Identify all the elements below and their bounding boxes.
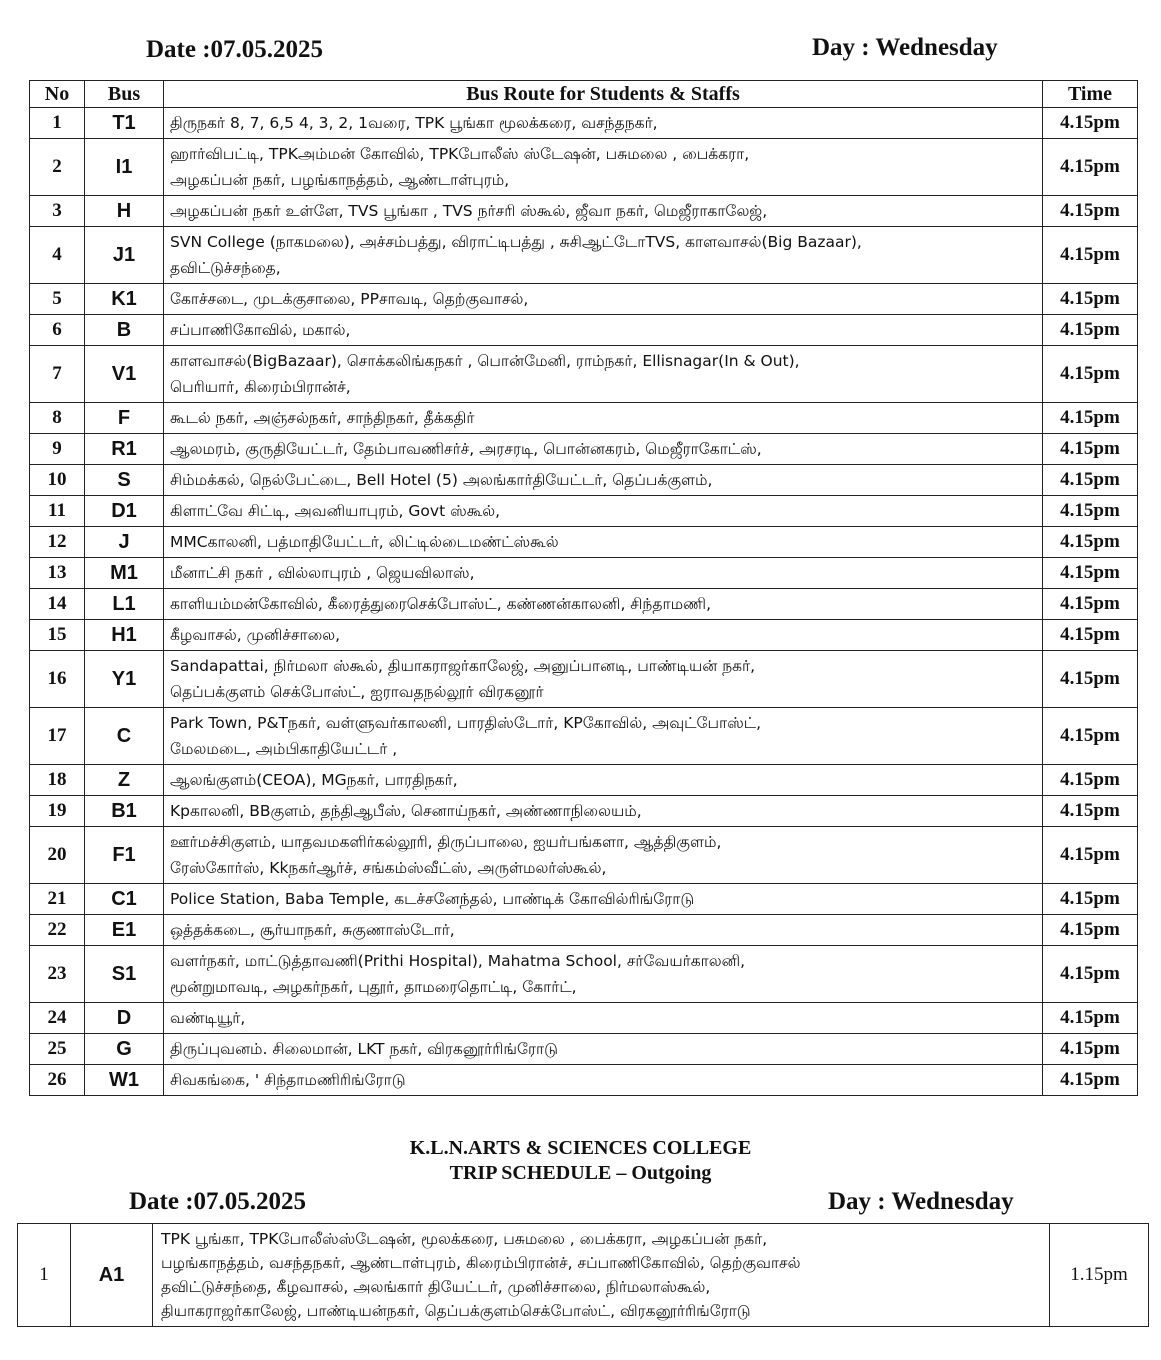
- row-no: 2: [30, 139, 85, 196]
- row-time: 4.15pm: [1043, 827, 1138, 884]
- row-no: 6: [30, 315, 85, 346]
- row-bus: I1: [85, 139, 164, 196]
- row-no: 11: [30, 496, 85, 527]
- row-route: TPK பூங்கா, TPKபோலீஸ்ஸ்டேஷன், மூலக்கரை, பசுமலை , பைக்கரா, அழகப்பன் நகர், பழங்காநத்தம், வசந்தநகர், ஆண்டாள்புரம், கிரைம்பிரான்ச், சப்பாணிகோவில், தெற்குவாசல் தவிட்டுச்சந்தை, கீழவாசல், அலங்கார் தியேட்டர், முனிச்சாலை, நிர்மலாஸ்கூல், தியாகராஜர்காலேஜ், பாண்டியன்நகர், தெப்பக்குளம்செக்போஸ்ட், விரகனூர்ரிங்ரோடு: [153, 1224, 1050, 1327]
- table-row: [30, 620, 1138, 651]
- row-bus: Z: [85, 765, 164, 796]
- date-label: Date :07.05.2025: [146, 36, 324, 63]
- row-no: 17: [30, 708, 85, 765]
- row-no: 8: [30, 403, 85, 434]
- row-time: 4.15pm: [1043, 1003, 1138, 1034]
- row-route: திருநகர் 8, 7, 6,5 4, 3, 2, 1வரை, TPK பூங்கா மூலக்கரை, வசந்தநகர்,: [164, 108, 1043, 139]
- row-time: 4.15pm: [1043, 651, 1138, 708]
- row-bus: F: [85, 403, 164, 434]
- row-route: திருப்புவனம். சிலைமான், LKT நகர், விரகனூர்ரிங்ரோடு: [164, 1034, 1043, 1065]
- row-bus: L1: [85, 589, 164, 620]
- row-route: ஒத்தக்கடை, சூர்யாநகர், சுகுணாஸ்டோர்,: [164, 915, 1043, 946]
- row-route: கோச்சடை, முடக்குசாலை, PPசாவடி, தெற்குவாசல்,: [164, 284, 1043, 315]
- row-time: 4.15pm: [1043, 1034, 1138, 1065]
- row-no: 7: [30, 346, 85, 403]
- bus-route-table: [29, 80, 1138, 1096]
- row-no: 26: [30, 1065, 85, 1096]
- row-route: Park Town, P&Tநகர், வள்ளுவர்காலனி, பாரதிஸ்டோர், KPகோவில், அவுட்போஸ்ட், மேலமடை, அம்பிகாதியேட்டர் ,: [164, 708, 1043, 765]
- table-row: [30, 558, 1138, 589]
- row-bus: B: [85, 315, 164, 346]
- header-route: Bus Route for Students & Staffs: [164, 81, 1043, 108]
- row-bus: J1: [85, 227, 164, 284]
- row-route: வளர்நகர், மாட்டுத்தாவணி(Prithi Hospital), Mahatma School, சர்வேயர்காலனி, மூன்றுமாவடி, அழகர்நகர், புதூர், தாமரைதொட்டி, கோர்ட்,: [164, 946, 1043, 1003]
- row-time: 4.15pm: [1043, 196, 1138, 227]
- row-no: 10: [30, 465, 85, 496]
- row-route: சிவகங்கை, ' சிந்தாமணிரிங்ரோடு: [164, 1065, 1043, 1096]
- row-no: 1: [30, 108, 85, 139]
- table-row: [30, 708, 1138, 765]
- row-time: 4.15pm: [1043, 1065, 1138, 1096]
- row-time: 4.15pm: [1043, 765, 1138, 796]
- row-bus: D1: [85, 496, 164, 527]
- row-no: 21: [30, 884, 85, 915]
- row-no: 14: [30, 589, 85, 620]
- table-row: [30, 1003, 1138, 1034]
- row-time: 4.15pm: [1043, 315, 1138, 346]
- row-time: 4.15pm: [1043, 227, 1138, 284]
- row-bus: C: [85, 708, 164, 765]
- table-row: [30, 827, 1138, 884]
- table-row: [30, 1065, 1138, 1096]
- row-no: 9: [30, 434, 85, 465]
- row-route: ஆலமரம், குருதியேட்டர், தேம்பாவணிசர்ச், அரசரடி, பொன்னகரம், மெஜீராகோட்ஸ்,: [164, 434, 1043, 465]
- table-row: [30, 1034, 1138, 1065]
- day-label: Day : Wednesday: [812, 34, 998, 61]
- row-no: 1: [18, 1224, 71, 1327]
- row-route: ஹார்விபட்டி, TPKஅம்மன் கோவில், TPKபோலீஸ் ஸ்டேஷன், பசுமலை , பைக்கரா, அழகப்பன் நகர், பழங்காநத்தம், ஆண்டாள்புரம்,: [164, 139, 1043, 196]
- row-no: 16: [30, 651, 85, 708]
- row-bus: S: [85, 465, 164, 496]
- table-body: [30, 108, 1138, 1096]
- row-time: 4.15pm: [1043, 403, 1138, 434]
- table-row: [30, 796, 1138, 827]
- row-route: ஆலங்குளம்(CEOA), MGநகர், பாரதிநகர்,: [164, 765, 1043, 796]
- college-name: K.L.N.ARTS & SCIENCES COLLEGE: [409, 1137, 752, 1159]
- row-bus: D: [85, 1003, 164, 1034]
- row-bus: C1: [85, 884, 164, 915]
- row-time: 4.15pm: [1043, 796, 1138, 827]
- row-time: 1.15pm: [1050, 1224, 1149, 1327]
- row-time: 4.15pm: [1043, 884, 1138, 915]
- table-row: [30, 196, 1138, 227]
- row-route: Police Station, Baba Temple, கடச்சனேந்தல், பாண்டிக் கோவில்ரிங்ரோடு: [164, 884, 1043, 915]
- row-route: வண்டியூர்,: [164, 1003, 1043, 1034]
- row-time: 4.15pm: [1043, 946, 1138, 1003]
- row-route: ஊர்மச்சிகுளம், யாதவமகளிர்கல்லூரி, திருப்பாலை, ஐயர்பங்களா, ஆத்திகுளம், ரேஸ்கோர்ஸ், Kkநகர்ஆர்ச், சங்கம்ஸ்வீட்ஸ், அருள்மலர்ஸ்கூல்,: [164, 827, 1043, 884]
- table-row: [30, 765, 1138, 796]
- row-route: கூடல் நகர், அஞ்சல்நகர், சாந்திநகர், தீக்கதிர்: [164, 403, 1043, 434]
- row-time: 4.15pm: [1043, 139, 1138, 196]
- row-route: கீழவாசல், முனிச்சாலை,: [164, 620, 1043, 651]
- table-row: [30, 915, 1138, 946]
- table-header-row: [30, 81, 1138, 108]
- row-bus: Y1: [85, 651, 164, 708]
- header-no: No: [30, 81, 85, 108]
- table-row: [30, 139, 1138, 196]
- row-route: மீனாட்சி நகர் , வில்லாபுரம் , ஜெயவிலாஸ்,: [164, 558, 1043, 589]
- row-bus: T1: [85, 108, 164, 139]
- row-no: 22: [30, 915, 85, 946]
- row-bus: A1: [71, 1224, 153, 1327]
- row-bus: V1: [85, 346, 164, 403]
- row-no: 3: [30, 196, 85, 227]
- row-no: 24: [30, 1003, 85, 1034]
- outgoing-day-label: Day : Wednesday: [828, 1188, 1014, 1215]
- row-no: 18: [30, 765, 85, 796]
- table-row: [30, 346, 1138, 403]
- row-bus: W1: [85, 1065, 164, 1096]
- row-no: 25: [30, 1034, 85, 1065]
- row-time: 4.15pm: [1043, 284, 1138, 315]
- trip-schedule-title: TRIP SCHEDULE – Outgoing: [449, 1162, 712, 1184]
- row-time: 4.15pm: [1043, 558, 1138, 589]
- table-row: [30, 284, 1138, 315]
- row-bus: F1: [85, 827, 164, 884]
- row-bus: M1: [85, 558, 164, 589]
- row-bus: J: [85, 527, 164, 558]
- row-time: 4.15pm: [1043, 708, 1138, 765]
- table-row: [30, 108, 1138, 139]
- row-route: காளவாசல்(BigBazaar), சொக்கலிங்கநகர் , பொன்மேனி, ராம்நகர், Ellisnagar(In & Out), பெரியார், கிரைம்பிரான்ச்,: [164, 346, 1043, 403]
- row-route: Kpகாலனி, BBகுளம், தந்திஆபீஸ், செனாய்நகர், அண்ணாநிலையம்,: [164, 796, 1043, 827]
- row-route: Sandapattai, நிர்மலா ஸ்கூல், தியாகராஜர்காலேஜ், அனுப்பானடி, பாண்டியன் நகர், தெப்பக்குளம் செக்போஸ்ட், ஐராவதநல்லூர் விரகனூர்: [164, 651, 1043, 708]
- row-time: 4.15pm: [1043, 915, 1138, 946]
- row-time: 4.15pm: [1043, 346, 1138, 403]
- row-no: 23: [30, 946, 85, 1003]
- table-row: [30, 884, 1138, 915]
- row-route: கிளாட்வே சிட்டி, அவனியாபுரம், Govt ஸ்கூல்,: [164, 496, 1043, 527]
- outgoing-table: [17, 1223, 1149, 1327]
- row-time: 4.15pm: [1043, 434, 1138, 465]
- row-no: 15: [30, 620, 85, 651]
- row-time: 4.15pm: [1043, 496, 1138, 527]
- header-time: Time: [1043, 81, 1138, 108]
- row-route: காளியம்மன்கோவில், கீரைத்துரைசெக்போஸ்ட், கண்ணன்காலனி, சிந்தாமணி,: [164, 589, 1043, 620]
- row-bus: S1: [85, 946, 164, 1003]
- row-time: 4.15pm: [1043, 108, 1138, 139]
- header-bus: Bus: [85, 81, 164, 108]
- row-route: சப்பாணிகோவில், மகால்,: [164, 315, 1043, 346]
- row-bus: R1: [85, 434, 164, 465]
- table-row: [30, 227, 1138, 284]
- row-bus: B1: [85, 796, 164, 827]
- table-row: [30, 496, 1138, 527]
- row-bus: H: [85, 196, 164, 227]
- row-bus: G: [85, 1034, 164, 1065]
- row-route: அழகப்பன் நகர் உள்ளே, TVS பூங்கா , TVS நர்சரி ஸ்கூல், ஜீவா நகர், மெஜீராகாலேஜ்,: [164, 196, 1043, 227]
- table-row: [30, 465, 1138, 496]
- row-no: 12: [30, 527, 85, 558]
- outgoing-date-label: Date :07.05.2025: [129, 1188, 307, 1215]
- row-no: 20: [30, 827, 85, 884]
- row-route: MMCகாலனி, பத்மாதியேட்டர், லிட்டில்டைமண்ட்ஸ்கூல்: [164, 527, 1043, 558]
- row-route: சிம்மக்கல், நெல்பேட்டை, Bell Hotel (5) அலங்கார்தியேட்டர், தெப்பக்குளம்,: [164, 465, 1043, 496]
- row-route: SVN College (நாகமலை), அச்சம்பத்து, விராட்டிபத்து , சுசிஆட்டோTVS, காளவாசல்(Big Bazaar), தவிட்டுச்சந்தை,: [164, 227, 1043, 284]
- table-row: [30, 315, 1138, 346]
- row-no: 4: [30, 227, 85, 284]
- row-no: 13: [30, 558, 85, 589]
- row-bus: E1: [85, 915, 164, 946]
- table-row: [30, 946, 1138, 1003]
- row-bus: K1: [85, 284, 164, 315]
- table-row: [18, 1224, 1149, 1327]
- table-row: [30, 589, 1138, 620]
- row-no: 19: [30, 796, 85, 827]
- row-no: 5: [30, 284, 85, 315]
- table-row: [30, 527, 1138, 558]
- row-time: 4.15pm: [1043, 620, 1138, 651]
- row-time: 4.15pm: [1043, 527, 1138, 558]
- table-row: [30, 403, 1138, 434]
- row-time: 4.15pm: [1043, 589, 1138, 620]
- row-bus: H1: [85, 620, 164, 651]
- table-row: [30, 651, 1138, 708]
- row-time: 4.15pm: [1043, 465, 1138, 496]
- table-row: [30, 434, 1138, 465]
